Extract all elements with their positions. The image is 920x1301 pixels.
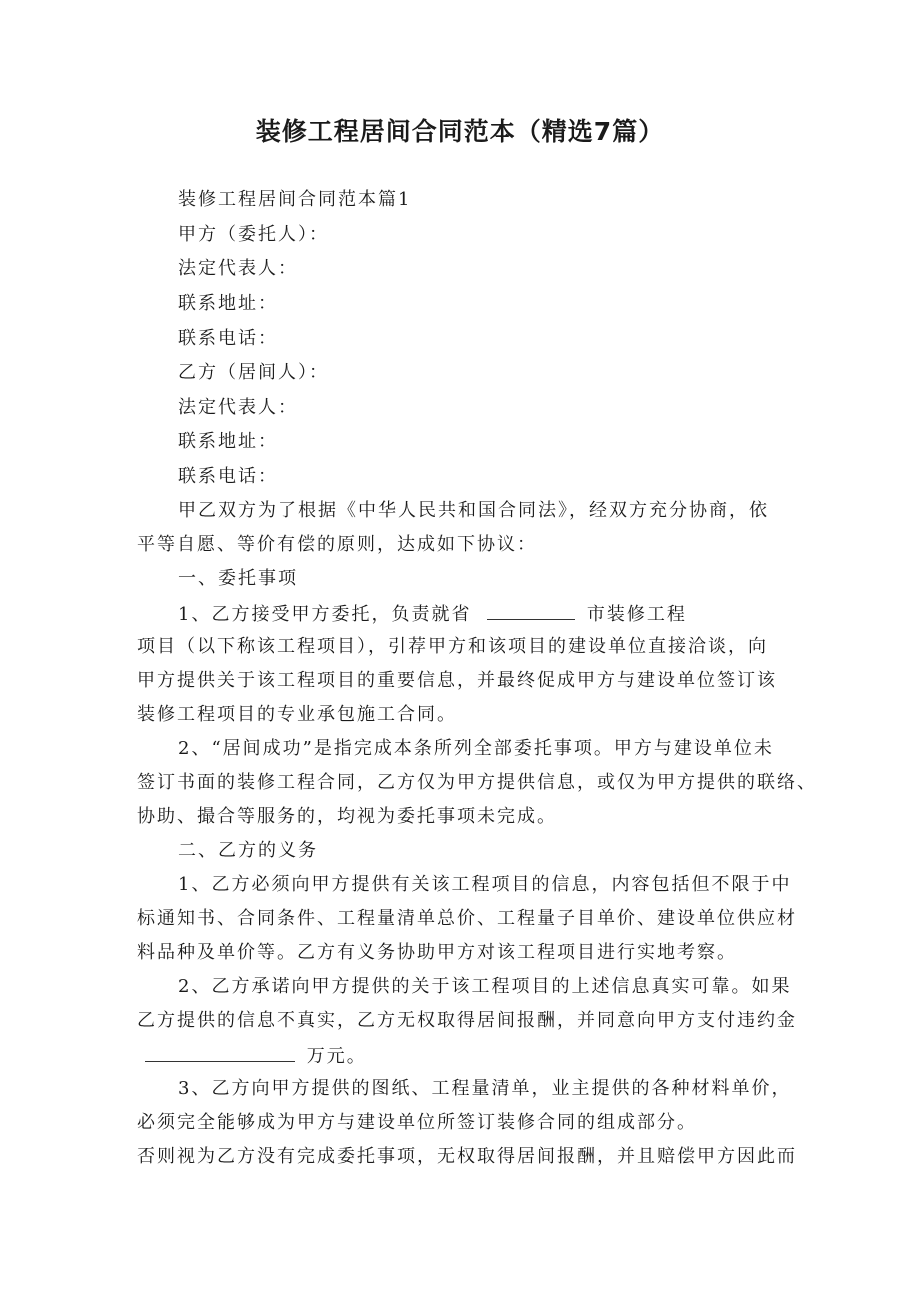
party-b-phone: 联系电话： <box>178 466 278 487</box>
party-b-label: 乙方（居间人）： <box>178 362 329 383</box>
document-title: 装修工程居间合同范本（精选7篇） <box>255 117 665 146</box>
party-b-rep: 法定代表人： <box>178 397 298 418</box>
clause2-item3-line: 3、乙方向甲方提供的图纸、工程量清单，业主提供的各种材料单价， <box>178 1078 792 1099</box>
section-heading: 装修工程居间合同范本篇1 <box>178 189 412 210</box>
fill-in-blank-penalty-amount[interactable] <box>145 1043 295 1062</box>
party-a-address: 联系地址： <box>178 293 278 314</box>
party-b-address: 联系地址： <box>178 431 278 452</box>
clause1-item2-line: 协助、撮合等服务的，均视为委托事项未完成。 <box>137 806 557 827</box>
clause2-item1-line: 料品种及单价等。乙方有义务协助甲方对该工程项目进行实地考察。 <box>137 942 737 963</box>
clause2-item2-after-blank: 万元。 <box>306 1046 367 1067</box>
clause2-heading: 二、乙方的义务 <box>178 840 318 861</box>
clause2-item2-line: 乙方提供的信息不真实，乙方无权取得居间报酬，并同意向甲方支付违约金 <box>137 1010 797 1031</box>
party-a-phone: 联系电话： <box>178 328 278 349</box>
clause2-item2-line: 2、乙方承诺向甲方提供的关于该工程项目的上述信息真实可靠。如果 <box>178 976 792 997</box>
clause1-heading: 一、委托事项 <box>178 568 298 589</box>
clause1-item2-line: 签订书面的装修工程合同，乙方仅为甲方提供信息，或仅为甲方提供的联络、 <box>137 772 817 793</box>
clause1-item1-line: 装修工程项目的专业承包施工合同。 <box>137 704 457 725</box>
party-a-rep: 法定代表人： <box>178 258 298 279</box>
clause1-item1-after-blank: 市装修工程 <box>586 604 687 625</box>
clause2-item1-line: 标通知书、合同条件、工程量清单总价、工程量子目单价、建设单位供应材 <box>137 908 797 929</box>
clause2-item2-amount-line <box>137 1043 367 1069</box>
clause1-item2-line: 2、“居间成功”是指完成本条所列全部委托事项。甲方与建设单位未 <box>178 738 774 759</box>
preamble-line: 平等自愿、等价有偿的原则，达成如下协议： <box>137 534 537 555</box>
clause1-item1-line: 项目（以下称该工程项目），引荐甲方和该项目的建设单位直接洽谈，向 <box>137 636 768 657</box>
clause2-item3-line: 否则视为乙方没有完成委托事项，无权取得居间报酬，并且赔偿甲方因此而 <box>137 1146 797 1167</box>
preamble-line: 甲乙双方为了根据《中华人民共和国合同法》，经双方充分协商，依 <box>178 500 769 521</box>
clause1-item1-first-line <box>178 601 687 627</box>
clause2-item1-line: 1、乙方必须向甲方提供有关该工程项目的信息，内容包括但不限于中 <box>178 874 792 895</box>
clause1-item1-start: 1、乙方接受甲方委托，负责就省 <box>178 604 472 625</box>
party-a-label: 甲方（委托人）： <box>178 224 329 245</box>
clause1-item1-line: 甲方提供关于该工程项目的重要信息，并最终促成甲方与建设单位签订该 <box>137 670 777 691</box>
fill-in-blank-province[interactable] <box>487 601 575 620</box>
clause2-item3-line: 必须完全能够成为甲方与建设单位所签订装修合同的组成部分。 <box>137 1112 697 1133</box>
